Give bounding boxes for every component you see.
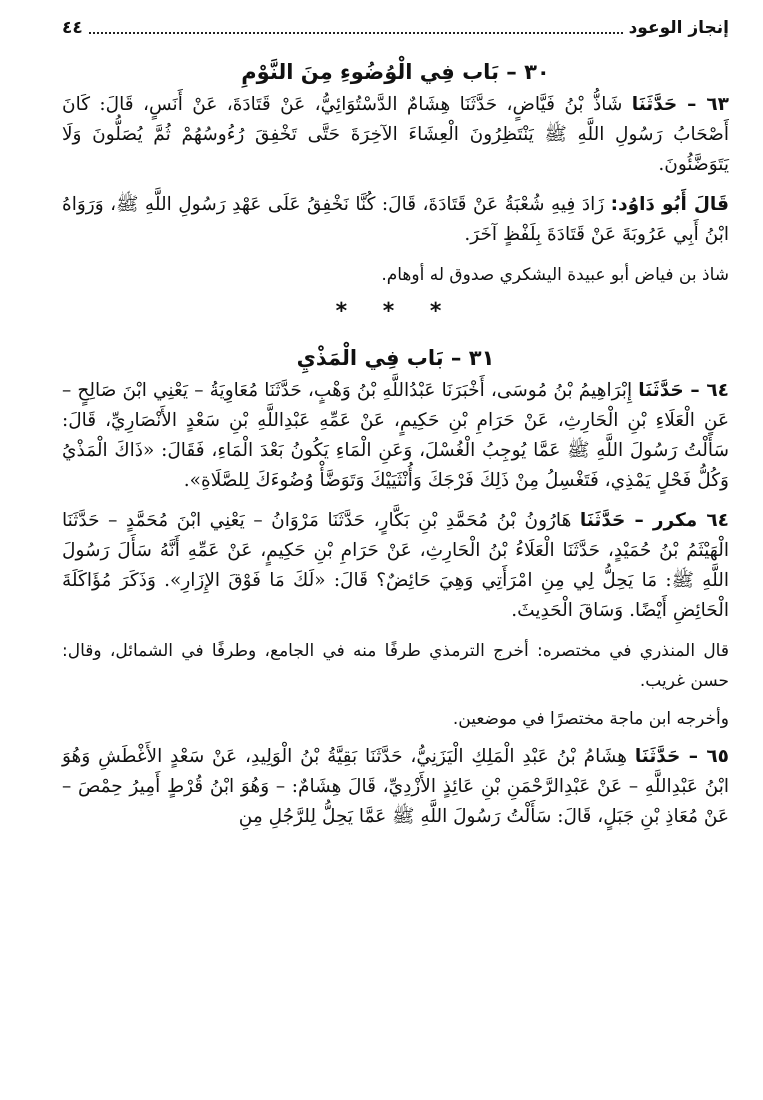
section-separator: * * * <box>335 299 456 324</box>
hadith-64-repeat-text: هَارُونُ بْنُ مُحَمَّدِ بْنِ بَكَّارٍ، حَدَّثَنَا مَرْوَانُ – يَعْنِي ابْنَ مُحَمَّدٍ – حَدَّثَنَا الْهَيْثَمُ بْنُ حُمَيْدٍ، حَدَّثَنَا الْعَلَاءُ بْنُ الْحَارِثِ، عَنْ حَرَامِ بْنِ حَكِيمٍ، عَنْ عَمِّهِ أَنَّهُ سَأَلَ رَسُولَ اللَّهِ ﷺ: مَا يَحِلُّ لِي مِنِ امْرَأَتِي وَهِيَ حَائِضٌ؟ قَالَ: «لَكَ مَا فَوْقَ الإِزَارِ». وَذَكَرَ مُؤَاكَلَةَ الْحَائِضِ أَيْضًا. وَسَاقَ الْحَدِيثَ. <box>62 510 729 621</box>
hadith-63-number: ٦٣ – حَدَّثَنَا <box>631 94 729 115</box>
book-title: إنجاز الوعود <box>628 18 729 38</box>
page-number: ٤٤ <box>62 18 83 38</box>
hadith-65 <box>62 742 729 832</box>
narrator-note: شاذ بن فياض أبو عبيدة اليشكري صدوق له أوهام. <box>381 265 729 285</box>
hadith-63-text: شَاذُّ بْنُ فَيَّاضٍ، حَدَّثَنَا هِشَامٌ الدَّسْتُوَائِيُّ، عَنْ قَتَادَةَ، عَنْ أَنَسٍ، قَالَ: كَانَ أَصْحَابُ رَسُولِ اللَّهِ ﷺ يَنْتَظِرُونَ الْعِشَاءَ الآخِرَةَ حَتَّى تَخْفِقَ رُءُوسُهُمْ ثُمَّ يُصَلُّونَ وَلَا يَتَوَضَّئُونَ. <box>62 94 729 175</box>
mundhiri-note: قال المنذري في مختصره: أخرج الترمذي طرفًا منه في الجامع، وطرفًا في الشمائل، وقال: حسن غريب. <box>62 641 729 691</box>
hadith-63 <box>62 90 729 180</box>
running-title-group <box>83 16 729 40</box>
hadith-64-repeat <box>62 506 729 626</box>
hadith-65-text: هِشَامُ بْنُ عَبْدِ الْمَلِكِ الْيَزَنِيُّ، حَدَّثَنَا بَقِيَّةُ بْنُ الْوَلِيدِ، عَنْ سَعْدٍ الأَغْطَشِ وَهُوَ ابْنُ عَبْدِاللَّهِ – عَنْ عَبْدِالرَّحْمَنِ بْنِ عَائِذٍ الأَزْدِيِّ، قَالَ هِشَامٌ: – وَهُوَ ابْنُ قُرْطٍ أَمِيرُ حِمْصَ – عَنْ مُعَاذِ بْنِ جَبَلٍ، قَالَ: سَأَلْتُ رَسُولَ اللَّهِ ﷺ عَمَّا يَحِلُّ لِلرَّجُلِ مِنِ <box>62 746 729 827</box>
abudawud-text: زَادَ فِيهِ شُعْبَةُ عَنْ قَتَادَةَ، قَالَ: كُنَّا نَخْفِقُ عَلَى عَهْدِ رَسُولِ اللَّهِ ﷺ، وَرَوَاهُ ابْنُ أَبِي عَرُوبَةَ عَنْ قَتَادَةَ بِلَفْظٍ آخَرَ. <box>62 194 729 245</box>
chapter-title-wudu: ٣٠ – بَاب فِي الْوُضُوءِ مِنَ النَّوْمِ <box>241 60 550 84</box>
hadith-64 <box>62 376 729 496</box>
chapter-title-madhy: ٣١ – بَاب فِي الْمَذْيِ <box>296 346 495 370</box>
ibnmajah-note: وأخرجه ابن ماجة مختصرًا في موضعين. <box>452 709 729 729</box>
hadith-65-number: ٦٥ – حَدَّثَنَا <box>634 746 729 767</box>
hadith-64-text: إِبْرَاهِيمُ بْنُ مُوسَى، أَخْبَرَنَا عَبْدُاللَّهِ بْنُ وَهْبٍ، حَدَّثَنَا مُعَاوِيَةُ – يَعْنِي ابْنَ صَالِحٍ – عَنِ الْعَلَاءِ بْنِ الْحَارِثِ، عَنْ حَرَامِ بْنِ حَكِيمٍ، عَنْ عَمِّهِ عَبْدِاللَّهِ بْنِ سَعْدٍ الأَنْصَارِيِّ، قَالَ: سَأَلْتُ رَسُولَ اللَّهِ ﷺ عَمَّا يُوجِبُ الْغُسْلَ، وَعَنِ الْمَاءِ يَكُونُ بَعْدَ الْمَاءِ، فَقَالَ: «ذَاكَ الْمَذْيُ وَكُلُّ فَحْلٍ يَمْذِي، فَتَغْسِلُ مِنْ ذَلِكَ فَرْجَكَ وَأُنْثَيَيْكَ وَتَوَضَّأْ وُضُوءَكَ لِلصَّلَاةِ». <box>62 380 729 491</box>
abudawud-comment <box>62 190 729 250</box>
abudawud-label: قَالَ أَبُو دَاوُد: <box>610 194 729 215</box>
running-head <box>62 14 729 40</box>
hadith-64-repeat-number: ٦٤ مكرر – حَدَّثَنَا <box>579 510 729 531</box>
dotted-leader <box>89 32 623 34</box>
book-page <box>62 14 729 1100</box>
hadith-64-number: ٦٤ – حَدَّثَنَا <box>638 380 729 401</box>
